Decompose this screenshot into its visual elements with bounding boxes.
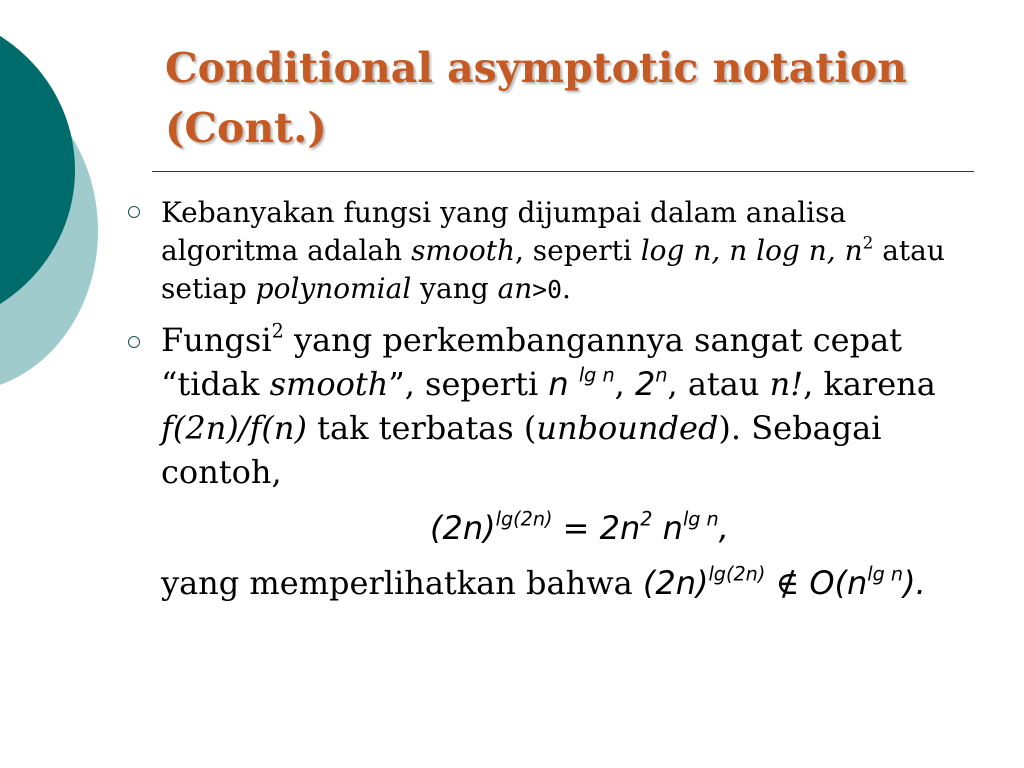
superscript: lg n — [578, 363, 615, 387]
polynomial-term: polynomial — [255, 272, 412, 305]
bullet-circle-icon — [128, 206, 140, 218]
title-divider — [152, 171, 974, 172]
an-term: an — [497, 272, 533, 305]
bullet-1-part: atau setiap — [161, 234, 945, 305]
bullet-1-part: , seperti — [514, 234, 641, 267]
ratio-term: f(2n)/f(n) — [161, 409, 307, 447]
slide-title — [165, 38, 975, 158]
superscript: lg(2n) — [495, 507, 553, 531]
bullet-2-part: Fungsi — [161, 321, 272, 359]
bullet-1-part: Kebanyakan fungsi yang dijumpai dalam analisa algoritma adalah — [161, 196, 847, 267]
function-examples: log n, n log n, n — [640, 234, 863, 267]
superscript: lg(2n) — [708, 562, 766, 586]
smooth-term: smooth — [269, 365, 389, 403]
bullet-2-part: tak terbatas ( — [306, 409, 537, 447]
superscript: lg n — [682, 507, 719, 531]
conclusion-part: O(n — [809, 564, 868, 602]
bullet-1-part: yang — [411, 272, 498, 305]
gt-zero: >0 — [532, 275, 562, 304]
title-line-1: Conditional asymptotic notation — [165, 44, 908, 92]
bullet-2-text — [161, 318, 981, 494]
bullet-2-part: , atau — [667, 365, 770, 403]
conclusion-part: yang memperlihatkan bahwa — [161, 564, 643, 602]
bullet-2-part: , — [614, 365, 635, 403]
bullet-2-part: ”, seperti — [388, 365, 549, 403]
unbounded-term: unbounded — [536, 409, 719, 447]
superscript: 2 — [862, 232, 874, 253]
equation-part: (2n) — [430, 509, 496, 547]
bullet-circle-icon — [128, 336, 140, 348]
math-n: n — [548, 365, 579, 403]
conclusion-text — [161, 560, 961, 606]
bullet-2-part: , karena — [803, 365, 936, 403]
equation-part: , — [718, 509, 729, 547]
superscript: lg n — [867, 562, 904, 586]
equation-part: n — [652, 509, 683, 547]
bullet-2-part: yang perkembangannya sangat cepat “tidak — [161, 321, 903, 403]
bullet-2-part: ). Sebagai contoh, — [161, 409, 882, 491]
bullet-1-part: . — [561, 272, 571, 305]
superscript: 2 — [271, 319, 284, 343]
math-two: 2 — [634, 365, 656, 403]
title-line-2: (Cont.) — [165, 104, 327, 152]
superscript: 2 — [640, 507, 653, 531]
factorial-term: n! — [769, 365, 804, 403]
conclusion-part: ). — [903, 564, 926, 602]
smooth-term: smooth — [411, 234, 515, 267]
superscript: n — [655, 363, 668, 387]
bullet-1-text — [161, 194, 961, 309]
equation-part: = 2n — [552, 509, 641, 547]
example-equation — [430, 506, 729, 550]
conclusion-part: (2n) — [642, 564, 709, 602]
not-element-of-symbol: ∉ — [765, 564, 810, 602]
